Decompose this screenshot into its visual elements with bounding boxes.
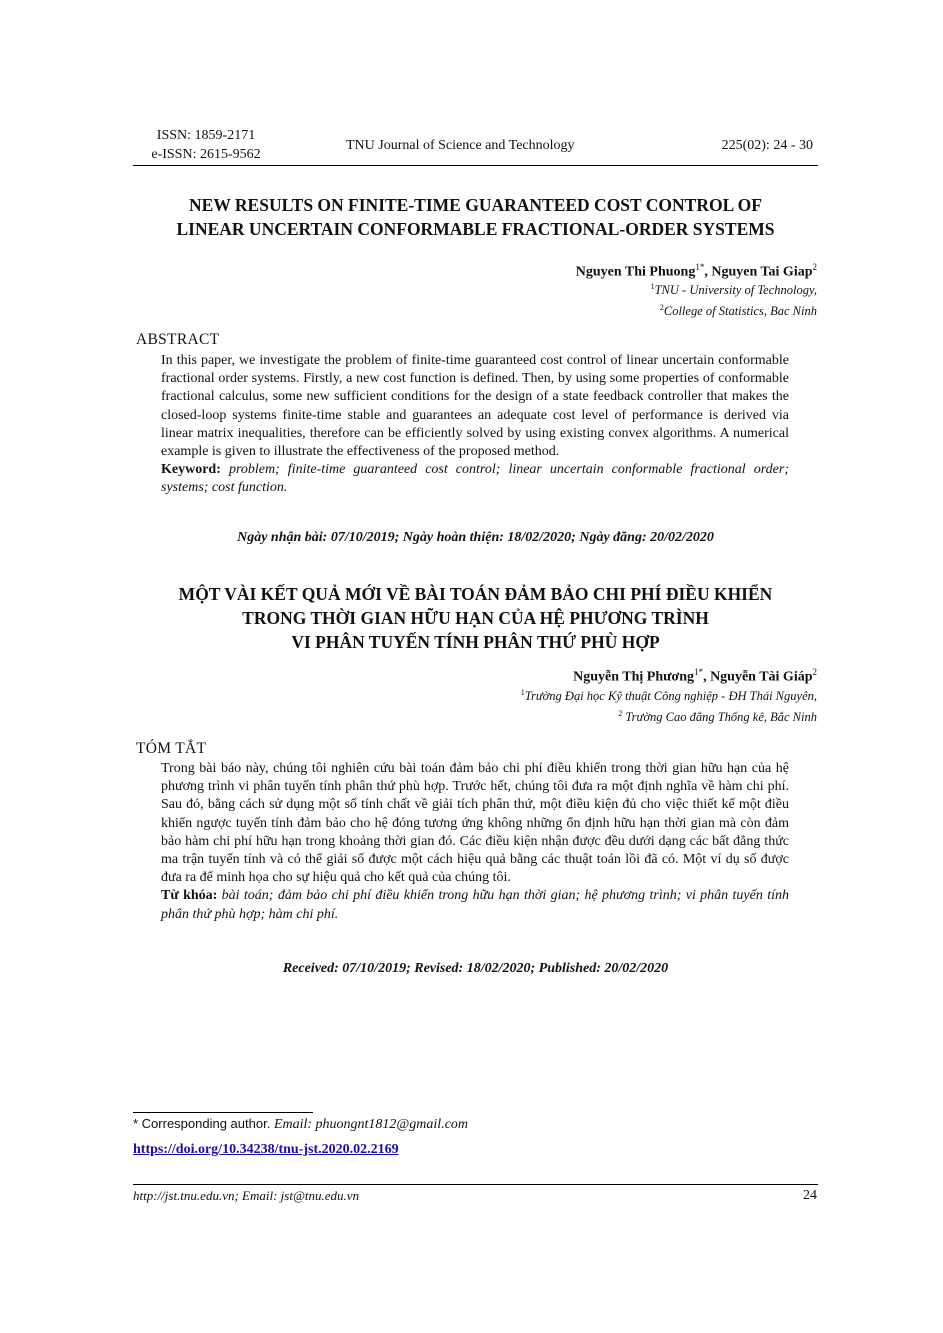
vietnamese-affiliations: [521, 684, 817, 726]
page-number: 24: [803, 1188, 817, 1203]
affil-sup: 1: [650, 282, 655, 291]
corr-label: * Corresponding author.: [133, 1116, 274, 1131]
author-name: Nguyen Tai Giap: [711, 264, 813, 280]
footer-contact: http://jst.tnu.edu.vn; Email: jst@tnu.edu.vn: [133, 1188, 360, 1203]
tomtat-heading: TÓM TẮT: [136, 740, 207, 757]
abstract-text: In this paper, we investigate the problem of finite-time guaranteed cost control of linear uncertain conformable fractional order systems. Firstly, a new cost function is defined. Then, by using some properties of conformable fractional calculus, some new sufficient conditions for the design of a state feedback controller that makes the closed-loop systems finite-time stable and guarantees an adequate cost level of performance is derived via linear matrix inequalities, therefore can be efficiently solved by using existing convex algorithms. A numerical example is given to illustrate the effectiveness of the proposed method.: [161, 353, 789, 460]
keyword-label: Từ khóa:: [161, 888, 218, 904]
vietnamese-title-line: VI PHÂN TUYẾN TÍNH PHÂN THỨ PHÙ HỢP: [291, 632, 660, 652]
journal-name: TNU Journal of Science and Technology: [346, 138, 575, 153]
header-divider: [133, 165, 818, 166]
english-title: [133, 193, 818, 241]
affiliation-text: College of Statistics, Bac Ninh: [663, 304, 817, 319]
author-name: Nguyen Thi Phuong: [575, 264, 696, 280]
author-name: Nguyễn Thị Phương: [573, 669, 695, 685]
affiliation: [651, 278, 817, 299]
corresponding-author: [133, 1116, 468, 1133]
vietnamese-authors: [573, 667, 817, 686]
affiliation-text: TNU - University of Technology,: [654, 283, 817, 298]
vietnamese-abstract: [161, 760, 789, 924]
keyword-text: bài toán; đảm bảo chi phí điều khiển trong hữu hạn thời gian; hệ phương trình; vi phân tuyến tính phân thứ phù hợp; hàm chi phí.: [161, 888, 789, 922]
keyword-label: Keyword:: [161, 462, 221, 478]
keyword-text: problem; finite-time guaranteed cost control; linear uncertain conformable fractional order; systems; cost function.: [161, 462, 789, 496]
affiliation: [651, 299, 817, 320]
english-title-line: LINEAR UNCERTAIN CONFORMABLE FRACTIONAL-ORDER SYSTEMS: [176, 219, 775, 239]
doi-link[interactable]: https://doi.org/10.34238/tnu-jst.2020.02.2169: [133, 1142, 399, 1157]
english-title-line: NEW RESULTS ON FINITE-TIME GUARANTEED COST CONTROL OF: [189, 195, 762, 215]
vietnamese-title: [133, 582, 818, 654]
author-sup: 1*: [694, 667, 704, 677]
vietnamese-dates: Ngày nhận bài: 07/10/2019; Ngày hoàn thiện: 18/02/2020; Ngày đăng: 20/02/2020: [237, 530, 714, 545]
author-separator: ,: [704, 264, 712, 280]
issn-block: [136, 126, 276, 164]
author-separator: ,: [703, 669, 711, 685]
keywords: [161, 461, 789, 497]
affiliation: [521, 684, 817, 705]
vietnamese-title-line: MỘT VÀI KẾT QUẢ MỚI VỀ BÀI TOÁN ĐẢM BẢO CHI PHÍ ĐIỀU KHIỂN: [178, 584, 773, 604]
english-abstract: [161, 352, 789, 498]
author-sup: 2: [812, 262, 817, 272]
affiliation: [521, 705, 817, 726]
corr-email[interactable]: Email: phuongnt1812@gmail.com: [273, 1117, 469, 1132]
abstract-text: Trong bài báo này, chúng tôi nghiên cứu bài toán đảm bảo chi phí điều khiển trong thời gian hữu hạn của hệ phương trình vi phân tuyến tính phân thứ phù hợp. Trước hết, chúng tôi đưa ra một định nghĩa về hàm chi phí. Sau đó, bằng cách sử dụng một số tính chất về giải tích phân thứ, một điều kiện đủ cho việc thiết kế một điều khiển ngược tuyến tính đảm bảo cho hệ đóng tương ứng không những ổn định hữu hạn thời gian mà còn đảm bảo hàm chi phí hữu hạn trong khoảng thời gian đó. Các điều kiện nhận được đều dưới dạng các bất đẳng thức ma trận tuyến tính và có thể giải số được một cách hiệu quả bằng các thuật toán lồi đã có. Một ví dụ số được đưa ra để minh họa cho sự hiệu quả cho kết quả của chúng tôi.: [161, 761, 789, 886]
eissn: e-ISSN: 2615-9562: [151, 147, 261, 162]
footer-divider: [133, 1184, 818, 1185]
affiliation-text: Trường Cao đẳng Thống kê, Bắc Ninh: [622, 710, 817, 725]
affil-sup: 2: [618, 709, 623, 719]
author-sup: 1*: [695, 262, 705, 272]
affil-sup: 2: [659, 303, 664, 313]
english-affiliations: [651, 278, 817, 320]
english-dates: Received: 07/10/2019; Revised: 18/02/2020; Published: 20/02/2020: [282, 961, 669, 976]
footnote-divider: [133, 1112, 313, 1113]
affiliation-text: Trường Đại học Kỹ thuật Công nghiệp - ĐH Thái Nguyên,: [524, 689, 817, 704]
abstract-heading: ABSTRACT: [136, 331, 220, 348]
author-sup: 2: [812, 667, 817, 677]
issn: ISSN: 1859-2171: [156, 128, 256, 143]
affil-sup: 1: [520, 688, 525, 697]
keywords: [161, 887, 789, 923]
issue-pages: 225(02): 24 - 30: [721, 138, 813, 153]
author-name: Nguyễn Tài Giáp: [710, 669, 813, 685]
vietnamese-title-line: TRONG THỜI GIAN HỮU HẠN CỦA HỆ PHƯƠNG TRÌNH: [242, 608, 709, 628]
